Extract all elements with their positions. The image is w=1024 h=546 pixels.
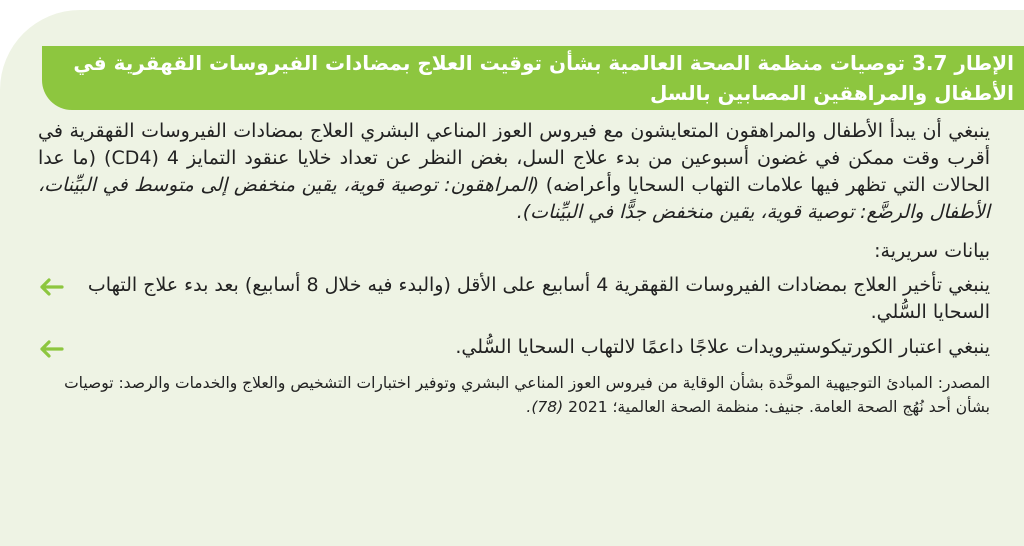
box-title-text: الإطار 3.7 توصيات منظمة الصحة العالمية بشأن توقيت العلاج بمضادات الفيروسات القهقرية في الأطفال والمراهقين المصابين بالسل xyxy=(73,51,1014,105)
recommendation-note: (المراهقون: توصية قوية، يقين منخفض إلى متوسط في البيِّنات، الأطفال والرضَّع: توصية قوية، يقين منخفض جدًّا في البيِّنات). xyxy=(38,174,990,223)
clinical-heading: بيانات سريرية: xyxy=(874,240,990,262)
bullet-text: ينبغي تأخير العلاج بمضادات الفيروسات القهقرية 4 أسابيع على الأقل (والبدء فيه خلال 8 أسابيع) بعد بدء علاج التهاب السحايا السُّلي. xyxy=(87,274,990,323)
box-content xyxy=(38,118,990,419)
arrow-left-icon xyxy=(38,340,64,358)
bullet-item xyxy=(38,334,990,361)
bullet-text: ينبغي اعتبار الكورتيكوستيرويدات علاجًا داعمًا لالتهاب السحايا السُّلي. xyxy=(455,336,990,358)
recommendation-paragraph xyxy=(38,118,990,226)
bullet-item xyxy=(38,272,990,326)
recommendation-text: ينبغي أن يبدأ الأطفال والمراهقون المتعايشون مع فيروس العوز المناعي البشري العلاج بمضادات الفيروسات القهقرية في أقرب وقت ممكن في غضون أسبوعين من بدء علاج السل، بغض النظر عن تعداد خلايا عنقود التمايز 4 (CD4) (ما عدا الحالات التي تظهر فيها علامات التهاب السحايا وأعراضه) xyxy=(38,120,991,196)
source-citation xyxy=(38,371,990,419)
box-title xyxy=(42,46,1024,110)
source-reference: (78). xyxy=(526,398,564,416)
source-text: المصدر: المبادئ التوجيهية الموحَّدة بشأن الوقاية من فيروس العوز المناعي البشري وتوفير اختبارات التشخيص والعلاج والخدمات والرصد: توصيات بشأن أحد نُهُج الصحة العامة. جنيف: منظمة الصحة العالمية؛ 2021 xyxy=(64,374,990,416)
arrow-left-icon xyxy=(38,278,64,296)
